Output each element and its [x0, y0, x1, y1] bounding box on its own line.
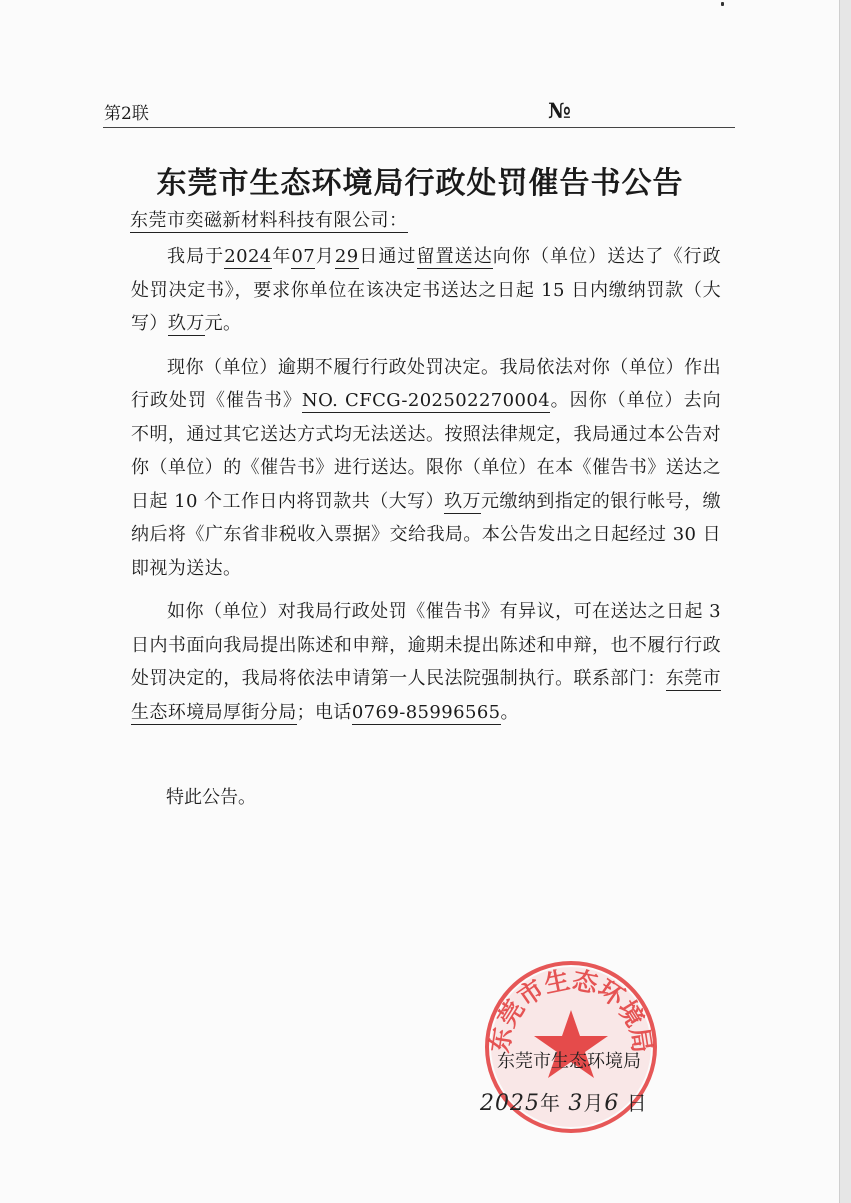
- day-field: 29: [334, 246, 359, 267]
- month-field: 07: [291, 246, 316, 267]
- notice-number: NO. CFCG-202502270004: [301, 390, 551, 411]
- document-title: 东莞市生态环境局行政处罚催告书公告: [156, 166, 684, 201]
- contact-department: 东莞市生态环境局厚街分局: [131, 668, 721, 723]
- copy-label: 第2联: [104, 104, 149, 124]
- number-label: №: [548, 98, 571, 123]
- signing-date: 2025年 3月6 日: [480, 1091, 648, 1116]
- closing-text: 特此公告。: [166, 787, 256, 808]
- addressee: [130, 206, 408, 232]
- addressee-name: 东莞市奕磁新材料科技有限公司：: [130, 210, 408, 231]
- scan-edge: [839, 0, 851, 1203]
- svg-text:东莞市生态环境局: 东莞市生态环境局: [485, 965, 657, 1055]
- paragraph-3: 如你（单位）对我局行政处罚《催告书》有异议，可在送达之日起 3 日内书面向我局提出陈述和申辩，逾期未提出陈述和申辩，也不履行行政处罚决定的，我局将依法申请第一人民法院强制执行。联系部门：东莞市生态环境局厚街分局；电话0769-85996565。: [131, 601, 721, 723]
- scan-speck: [721, 2, 724, 6]
- fine-amount: 玖万: [167, 313, 205, 334]
- fine-amount-2: 玖万: [444, 490, 481, 512]
- header-divider: [103, 127, 735, 128]
- year-field: 2024: [224, 246, 272, 267]
- delivery-method: 留置送达: [416, 246, 493, 267]
- paragraph-2: 现你（单位）逾期不履行行政处罚决定。我局依法对你（单位）作出行政处罚《催告书》NO. CFCG-202502270004。因你（单位）去向不明，通过其它送达方式均无法送达。按照法律规定，我局通过本公告对你（单位）的《催告书》进行送达。限你（单位）在本《催告书》送达之日起 10 个工作日内将罚款共（大写）玖万元缴纳到指定的银行帐号，缴纳后将《广东省非税收入票据》交给我局。本公告发出之日起经过 30 日即视为送达。: [131, 356, 721, 579]
- signing-organization: 东莞市生态环境局: [497, 1051, 641, 1072]
- body-text: [131, 240, 721, 739]
- contact-phone: 0769-85996565: [351, 701, 501, 723]
- paragraph-1: 我局于2024年07月29日通过留置送达向你（单位）送达了《行政处罚决定书》，要求你单位在该决定书送达之日起 15 日内缴纳罚款（大写）玖万元。: [131, 246, 721, 334]
